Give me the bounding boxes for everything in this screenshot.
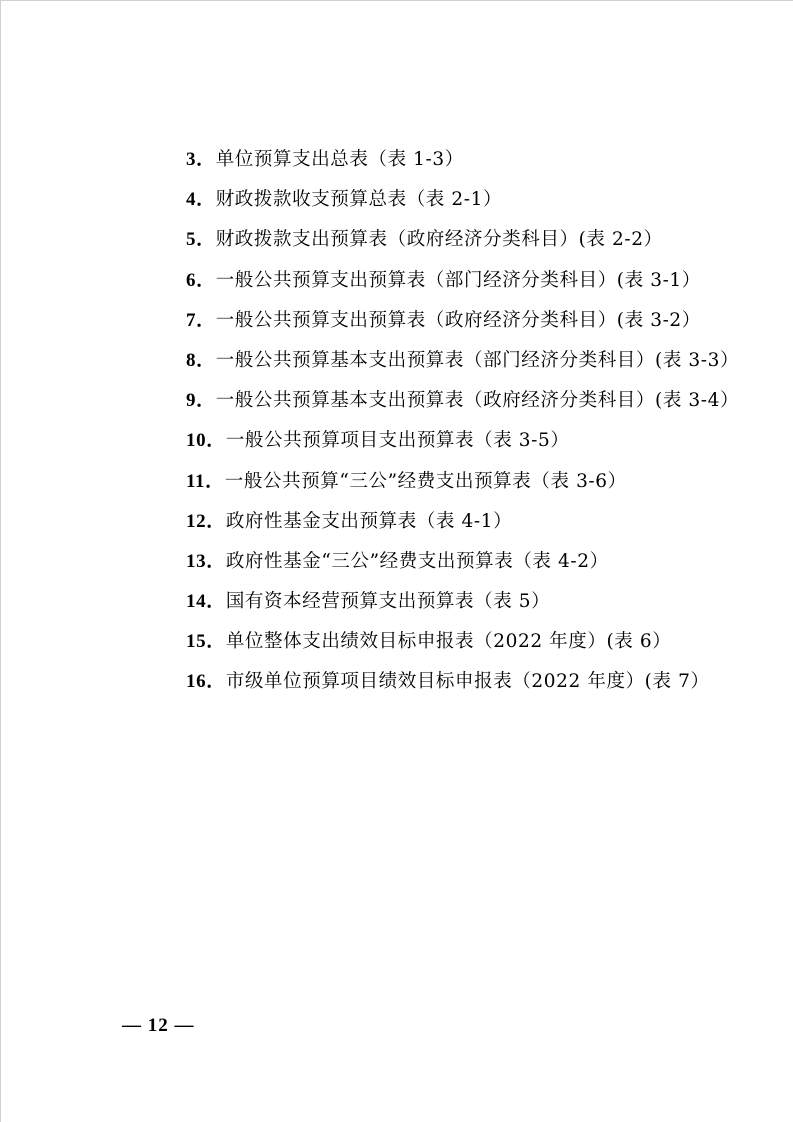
item-number: 7． [186,309,216,331]
item-text: 财政拨款收支预算总表（表 2-1） [215,189,503,211]
list-item [186,267,766,307]
list-item [186,508,766,548]
item-number: 9． [186,390,216,412]
list-item [186,186,766,226]
item-number: 6． [186,269,216,291]
item-number: 16． [186,671,226,693]
item-text: 一般公共预算项目支出预算表（表 3-5） [225,430,570,452]
item-text: 一般公共预算“三公”经费支出预算表（表 3-6） [224,470,627,492]
list-item [186,468,766,508]
item-number: 12． [186,510,226,532]
item-text: 一般公共预算支出预算表（政府经济分类科目）(表 3-2） [215,309,701,331]
item-text: 财政拨款支出预算表（政府经济分类科目）(表 2-2） [215,229,663,251]
list-item [186,427,766,467]
item-text: 一般公共预算基本支出预算表（部门经济分类科目）(表 3-3） [215,349,740,371]
item-number: 8． [186,349,216,371]
list-item [186,307,766,347]
page-number: — 12 — [122,1015,195,1036]
item-number: 10． [186,430,226,452]
item-number: 3． [186,149,216,170]
item-text: 单位预算支出总表（表 1-3） [215,149,464,170]
item-text: 单位整体支出绩效目标申报表（2022 年度）(表 6） [225,631,672,653]
page-border-top [0,0,793,1]
item-text: 国有资本经营预算支出预算表（表 5） [225,591,551,613]
list-item [186,347,766,387]
item-number: 14． [186,591,226,613]
item-text: 市级单位预算项目绩效目标申报表（2022 年度）(表 7） [225,671,710,693]
list-item [186,387,766,427]
item-number: 13． [186,550,226,572]
item-number: 5． [186,229,216,251]
table-list [186,146,766,709]
item-number: 15． [186,631,226,653]
list-item [186,628,766,668]
item-text: 政府性基金“三公”经费支出预算表（表 4-2） [225,550,609,572]
item-number: 4． [186,189,216,211]
page-border-left [0,0,1,1122]
item-number: 11． [186,470,225,492]
list-item [186,668,766,708]
item-text: 一般公共预算基本支出预算表（政府经济分类科目）(表 3-4） [215,390,740,412]
list-item [186,146,766,186]
item-text: 一般公共预算支出预算表（部门经济分类科目）(表 3-1） [215,269,701,291]
list-item [186,226,766,266]
list-item [186,548,766,588]
list-item [186,588,766,628]
item-text: 政府性基金支出预算表（表 4-1） [225,510,513,532]
